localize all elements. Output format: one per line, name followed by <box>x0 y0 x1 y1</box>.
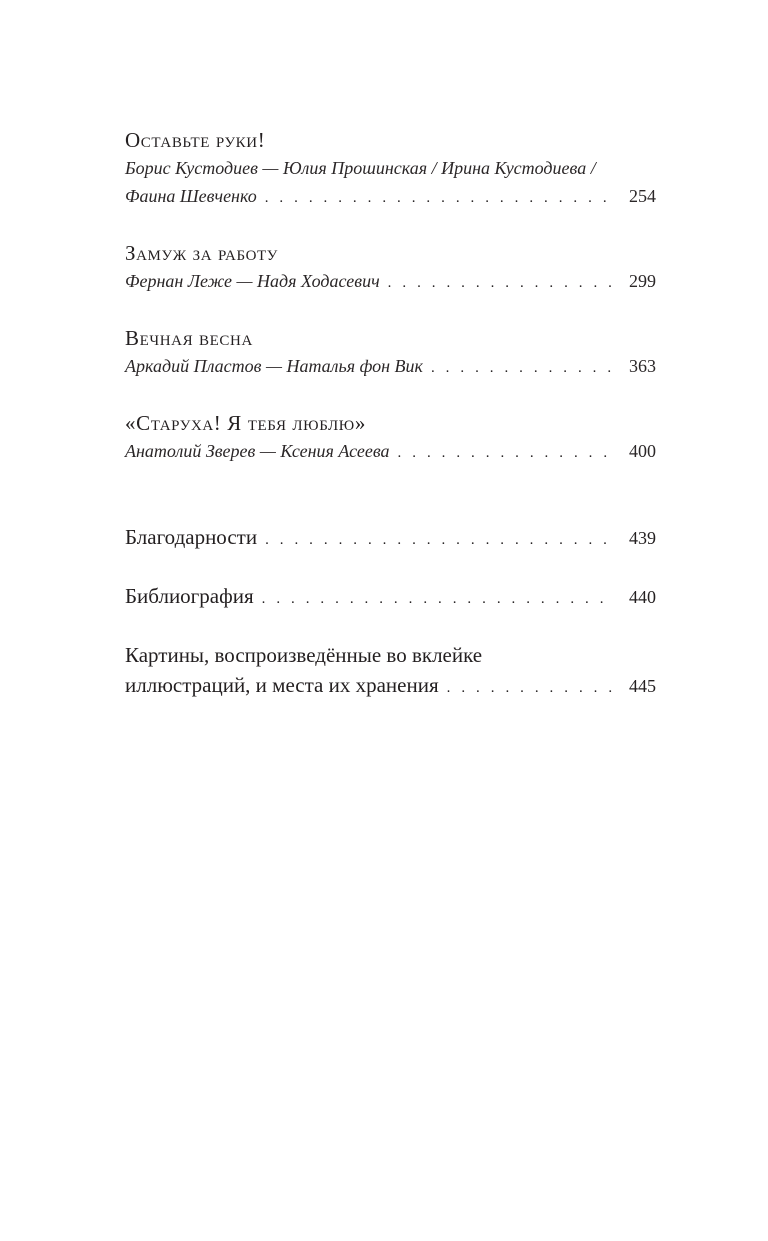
chapter-authors-line <box>125 154 656 182</box>
toc-entry-line <box>125 267 656 297</box>
toc-entry-line <box>125 581 656 614</box>
dot-leader <box>431 354 612 382</box>
toc-entry-line <box>125 437 656 467</box>
dot-leader <box>262 584 612 614</box>
dot-leader <box>447 673 612 703</box>
page-number: 299 <box>629 271 656 291</box>
chapter-title: «Старуха! Я тебя люблю» <box>125 411 366 435</box>
chapter-authors: Анатолий Зверев — Ксения Асеева <box>125 441 390 461</box>
dot-leader <box>398 439 612 467</box>
dot-leader <box>388 269 612 297</box>
chapter-title: Оставьте руки! <box>125 128 266 152</box>
toc-chapter <box>125 324 656 382</box>
chapter-authors: Аркадий Пластов — Наталья фон Вик <box>125 356 423 376</box>
page-number: 400 <box>629 441 656 461</box>
back-matter-label: Благодарности <box>125 525 258 549</box>
toc-chapter <box>125 126 656 212</box>
toc-back-matter-item <box>125 581 656 614</box>
chapter-title: Вечная весна <box>125 326 253 350</box>
toc-back-matter-item <box>125 522 656 555</box>
page-number: 254 <box>629 186 656 206</box>
toc-back-matter-item <box>125 640 656 703</box>
dot-leader <box>265 184 612 212</box>
toc-entry-line <box>125 522 656 555</box>
page-number: 445 <box>629 676 656 696</box>
toc-entry-line <box>125 182 656 212</box>
chapter-authors: Фаина Шевченко <box>125 186 257 206</box>
chapter-authors: Борис Кустодиев — Юлия Прошинская / Ирина Кустодиева / <box>125 158 596 178</box>
chapter-title: Замуж за работу <box>125 241 278 265</box>
page-number: 439 <box>629 528 656 548</box>
toc-chapter <box>125 239 656 297</box>
back-matter-label: иллюстраций, и места их хранения <box>125 673 439 697</box>
page-number: 440 <box>629 587 656 607</box>
table-of-contents <box>125 126 656 729</box>
back-matter-label: Библиография <box>125 584 254 608</box>
toc-entry-line <box>125 352 656 382</box>
toc-chapter <box>125 409 656 467</box>
page-number: 363 <box>629 356 656 376</box>
section-gap <box>125 494 656 522</box>
chapter-authors: Фернан Леже — Надя Ходасевич <box>125 271 380 291</box>
dot-leader <box>265 525 612 555</box>
toc-entry-line <box>125 670 656 703</box>
back-matter-label: Картины, воспроизведённые во вклейке <box>125 643 483 667</box>
